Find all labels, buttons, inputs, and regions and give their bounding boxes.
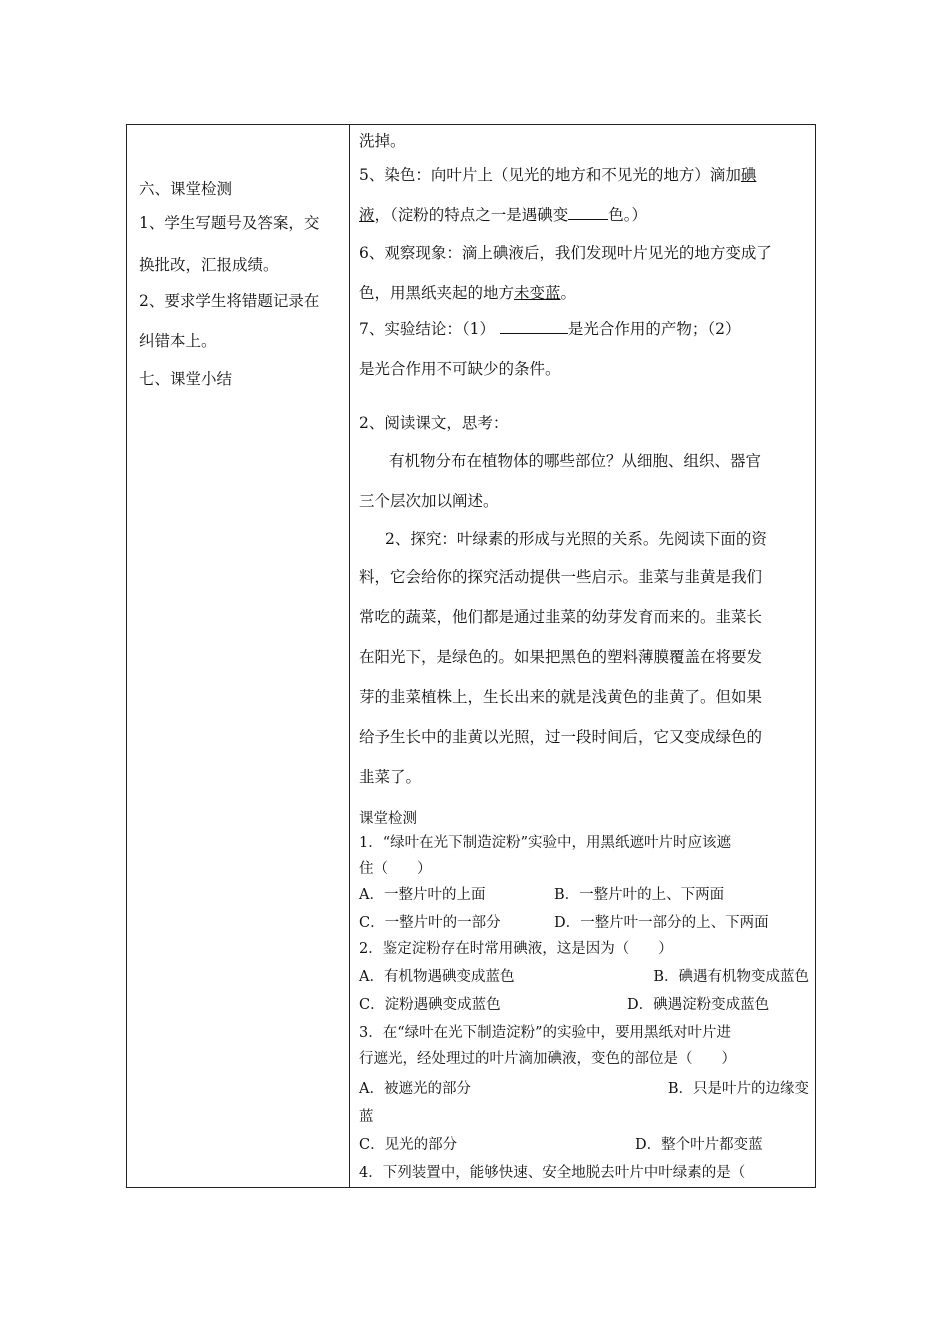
q1-line1: 1．“绿叶在光下制造淀粉”实验中，用黑纸遮叶片时应该遮 (359, 835, 732, 851)
q3-options-ab (359, 1079, 809, 1099)
q1-option-a[interactable]: A．一整片叶的上面 (359, 887, 486, 903)
q3-options-cd (359, 1135, 763, 1155)
step7-line1 (359, 319, 741, 339)
q1-option-c[interactable]: C．一整片叶的一部分 (359, 915, 501, 931)
color-blank[interactable] (568, 205, 608, 220)
quiz-title: 课堂检测 (359, 811, 417, 827)
explore-line: 常吃的蔬菜，他们都是通过韭菜的幼芽发育而来的。韭菜长 (359, 608, 763, 626)
q3-option-b[interactable]: B．只是叶片的边缘变 (667, 1081, 809, 1097)
q3-line2: 行遮光，经处理过的叶片滴加碘液，变色的部位是（ ） (359, 1051, 736, 1067)
step7-line2: 是光合作用不可缺少的条件。 (359, 360, 561, 378)
step6-text: 色，用黑纸夹起的地方 (359, 284, 515, 302)
q2-option-a[interactable]: A．有机物遇碘变成蓝色 (359, 969, 515, 985)
q3-option-d[interactable]: D．整个叶片都变蓝 (635, 1137, 763, 1153)
iodine-underlined: 碘 (740, 166, 757, 184)
q2-line1: 2．鉴定淀粉存在时常用碘液，这是因为（ ） (359, 941, 673, 957)
q4-line1: 4．下列装置中，能够快速、安全地脱去叶片中叶绿素的是（ (359, 1165, 746, 1181)
left-item2-line2: 纠错本上。 (139, 332, 217, 350)
step5-color-suffix: 色。） (608, 206, 648, 224)
q1-line2: 住（ ） (359, 861, 432, 877)
section-6-title: 六、课堂检测 (139, 180, 233, 198)
liquid-underlined: 液 (359, 206, 375, 224)
explore-line: 给予生长中的韭黄以光照，过一段时间后，它又变成绿色的 (359, 728, 763, 746)
q1-options-ab (359, 885, 724, 905)
q2-options-ab (359, 967, 809, 987)
explore-line: 在阳光下，是绿色的。如果把黑色的塑料薄膜覆盖在将要发 (359, 648, 763, 666)
step5-line2 (359, 205, 647, 225)
q2-option-b[interactable]: B．碘遇有机物变成蓝色 (653, 969, 809, 985)
lesson-table (126, 124, 816, 1188)
left-item1-line2: 换批改，汇报成绩。 (139, 256, 279, 274)
q2-options-cd (359, 995, 769, 1015)
step6-line2 (359, 283, 576, 303)
q2-option-d[interactable]: D．碘遇淀粉变成蓝色 (627, 997, 770, 1013)
right-column (351, 125, 815, 1187)
explore-line: 料，它会给你的探究活动提供一些启示。韭菜与韭黄是我们 (359, 568, 763, 586)
explore-line: 2、探究：叶绿素的形成与光照的关系。先阅读下面的资 (385, 530, 767, 548)
q2-option-c[interactable]: C．淀粉遇碘变成蓝色 (359, 997, 501, 1013)
section-7-title: 七、课堂小结 (139, 370, 233, 388)
explore-line: 韭菜了。 (359, 768, 422, 786)
step5-text: 5、染色：向叶片上（见光的地方和不见光的地方）滴加 (359, 166, 741, 184)
q1-option-b[interactable]: B．一整片叶的上、下两面 (554, 887, 725, 903)
read-question-line2: 三个层次加以阐述。 (359, 492, 499, 510)
wash-off-line: 洗掉。 (359, 132, 406, 150)
column-divider (349, 125, 350, 1187)
left-item1-line1: 1、学生写题号及答案，交 (139, 214, 320, 232)
q3-option-a[interactable]: A．被遮光的部分 (359, 1081, 471, 1097)
not-blue-underlined: 未变蓝 (514, 284, 561, 302)
step5-line1 (359, 165, 756, 185)
step6-line1: 6、观察现象：滴上碘液后，我们发现叶片见光的地方变成了 (359, 244, 772, 262)
step7-text: 7、实验结论：（1） (359, 320, 495, 338)
q1-option-d[interactable]: D．一整片叶一部分的上、下两面 (554, 915, 769, 931)
read-question-line1: 有机物分布在植物体的哪些部位？从细胞、组织、器官 (389, 452, 762, 470)
q3-option-b-wrap: 蓝 (359, 1109, 374, 1125)
q1-options-cd (359, 913, 769, 933)
product-blank[interactable] (500, 319, 568, 334)
left-item2-line1: 2、要求学生将错题记录在 (139, 292, 320, 310)
explore-line: 芽的韭菜植株上，生长出来的就是浅黄色的韭黄了。但如果 (359, 688, 763, 706)
read-title: 2、阅读课文，思考： (359, 414, 509, 432)
q3-line1: 3．在“绿叶在光下制造淀粉”的实验中，要用黑纸对叶片进 (359, 1025, 732, 1041)
step6-period: 。 (560, 284, 577, 302)
step7-suffix: 是光合作用的产物；（2） (567, 320, 741, 338)
step5-starch-text: ，（淀粉的特点之一是遇碘变 (374, 206, 569, 224)
q3-option-c[interactable]: C．见光的部分 (359, 1137, 458, 1153)
